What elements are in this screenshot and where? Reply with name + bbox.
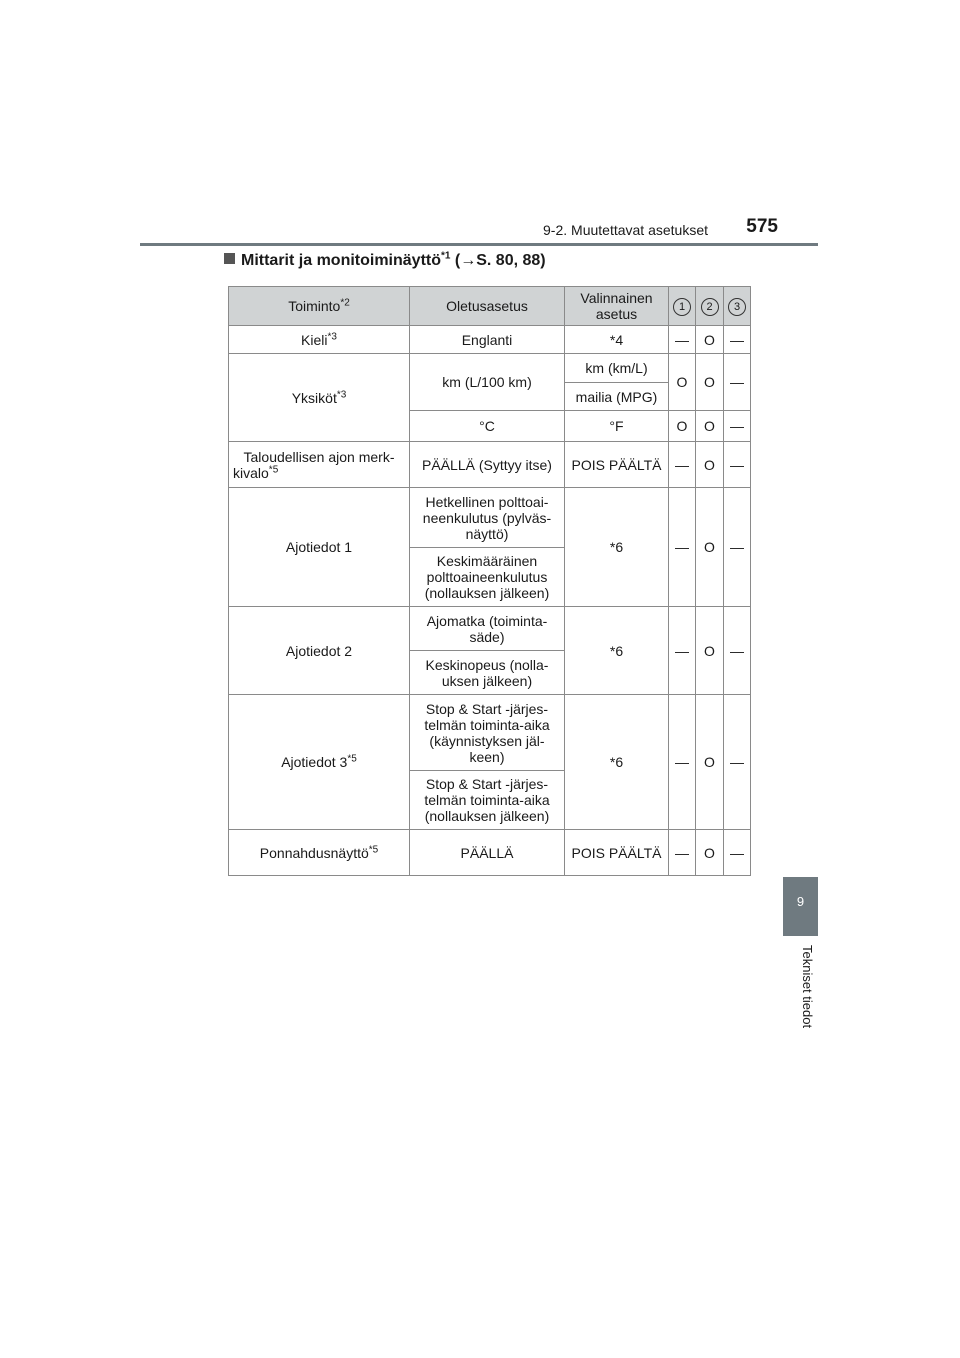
cell-col-1: — xyxy=(669,488,696,607)
cell-col-2: O xyxy=(696,830,724,876)
cell-col-1: O xyxy=(669,411,696,442)
cell-default: PÄÄLLÄ (Syttyy itse) xyxy=(410,442,565,488)
table-row xyxy=(229,354,751,383)
cell-col-3: — xyxy=(724,442,751,488)
table-header-row xyxy=(229,287,751,326)
cell-col-2: O xyxy=(696,326,724,354)
chapter-number: 9 xyxy=(796,894,805,909)
cell-optional: POIS PÄÄLTÄ xyxy=(565,830,669,876)
cell-function: Kieli$^{*3}$ xyxy=(229,326,410,354)
cell-function: Ponnahdusnäyttö$^{*5}$ xyxy=(229,830,410,876)
header-function: Toiminto$^{*2}$ xyxy=(229,287,410,326)
cell-default: Stop & Start -järjes- telmän toiminta-aika (käynnistyksen jäl- keen) xyxy=(410,695,565,771)
cell-optional: °F xyxy=(565,411,669,442)
cell-col-3: — xyxy=(724,411,751,442)
table-row xyxy=(229,607,751,651)
cell-default: °C xyxy=(410,411,565,442)
cell-function: Ajotiedot 1 xyxy=(229,488,410,607)
cell-default: Ajomatka (toiminta- säde) xyxy=(410,607,565,651)
cell-optional: POIS PÄÄLTÄ xyxy=(565,442,669,488)
cell-col-2: O xyxy=(696,607,724,695)
section-heading xyxy=(224,252,546,270)
header-col-3 xyxy=(724,287,751,326)
cell-col-3: — xyxy=(724,830,751,876)
cell-optional: *6 xyxy=(565,695,669,830)
page-number: 575 xyxy=(746,216,778,237)
cell-default: Stop & Start -järjes- telmän toiminta-aika (nollauksen jälkeen) xyxy=(410,771,565,830)
table-row xyxy=(229,326,751,354)
cell-optional: mailia (MPG) xyxy=(565,383,669,411)
header-col-1 xyxy=(669,287,696,326)
circled-two-icon: 2 xyxy=(701,298,719,316)
cell-function: Ajotiedot 3$^{*5}$ xyxy=(229,695,410,830)
cell-function: Ajotiedot 2 xyxy=(229,607,410,695)
cell-col-3: — xyxy=(724,607,751,695)
table-row xyxy=(229,442,751,488)
cell-optional: km (km/L) xyxy=(565,354,669,383)
circled-three-icon: 3 xyxy=(728,298,746,316)
cell-col-1: O xyxy=(669,354,696,411)
cell-col-1: — xyxy=(669,607,696,695)
cell-default: PÄÄLLÄ xyxy=(410,830,565,876)
cell-default: Hetkellinen polttoai- neenkulutus (pylväs- näyttö) xyxy=(410,488,565,548)
cell-col-2: O xyxy=(696,695,724,830)
header-col-2 xyxy=(696,287,724,326)
section-title-footnote: *1 xyxy=(441,250,451,262)
cell-col-1: — xyxy=(669,695,696,830)
cell-default: km (L/100 km) xyxy=(410,354,565,411)
table-row xyxy=(229,488,751,548)
cell-optional: *4 xyxy=(565,326,669,354)
cell-col-3: — xyxy=(724,695,751,830)
cell-col-2: O xyxy=(696,488,724,607)
cell-function: Yksiköt$^{*3}$ xyxy=(229,354,410,442)
header-section-title: 9-2. Muutettavat asetukset xyxy=(543,222,708,238)
cell-default: Keskimääräinen polttoaineenkulutus (nollauksen jälkeen) xyxy=(410,548,565,607)
cell-col-2: O xyxy=(696,411,724,442)
table-row xyxy=(229,695,751,771)
cell-col-3: — xyxy=(724,488,751,607)
circled-one-icon: 1 xyxy=(673,298,691,316)
cell-col-3: — xyxy=(724,354,751,411)
cell-col-2: O xyxy=(696,354,724,411)
settings-table xyxy=(228,286,751,876)
chapter-tab xyxy=(783,877,818,936)
cell-col-1: — xyxy=(669,326,696,354)
cell-col-3: — xyxy=(724,326,751,354)
cell-default: Keskinopeus (nolla- uksen jälkeen) xyxy=(410,651,565,695)
table-row xyxy=(229,830,751,876)
cell-optional: *6 xyxy=(565,607,669,695)
cell-function: Taloudellisen ajon merk- kivalo$^{*5}$ xyxy=(229,442,410,488)
cell-col-2: O xyxy=(696,442,724,488)
chapter-label: Tekniset tiedot xyxy=(800,945,815,1029)
header-default: Oletusasetus xyxy=(410,287,565,326)
square-bullet-icon xyxy=(224,253,235,264)
header-optional: Valinnainen asetus xyxy=(565,287,669,326)
section-title: Mittarit ja monitoiminäyttö xyxy=(241,252,441,269)
cell-optional: *6 xyxy=(565,488,669,607)
section-reference: (→S. 80, 88) xyxy=(454,252,546,269)
cell-default: Englanti xyxy=(410,326,565,354)
cell-col-1: — xyxy=(669,830,696,876)
header-divider xyxy=(140,243,818,246)
cell-col-1: — xyxy=(669,442,696,488)
